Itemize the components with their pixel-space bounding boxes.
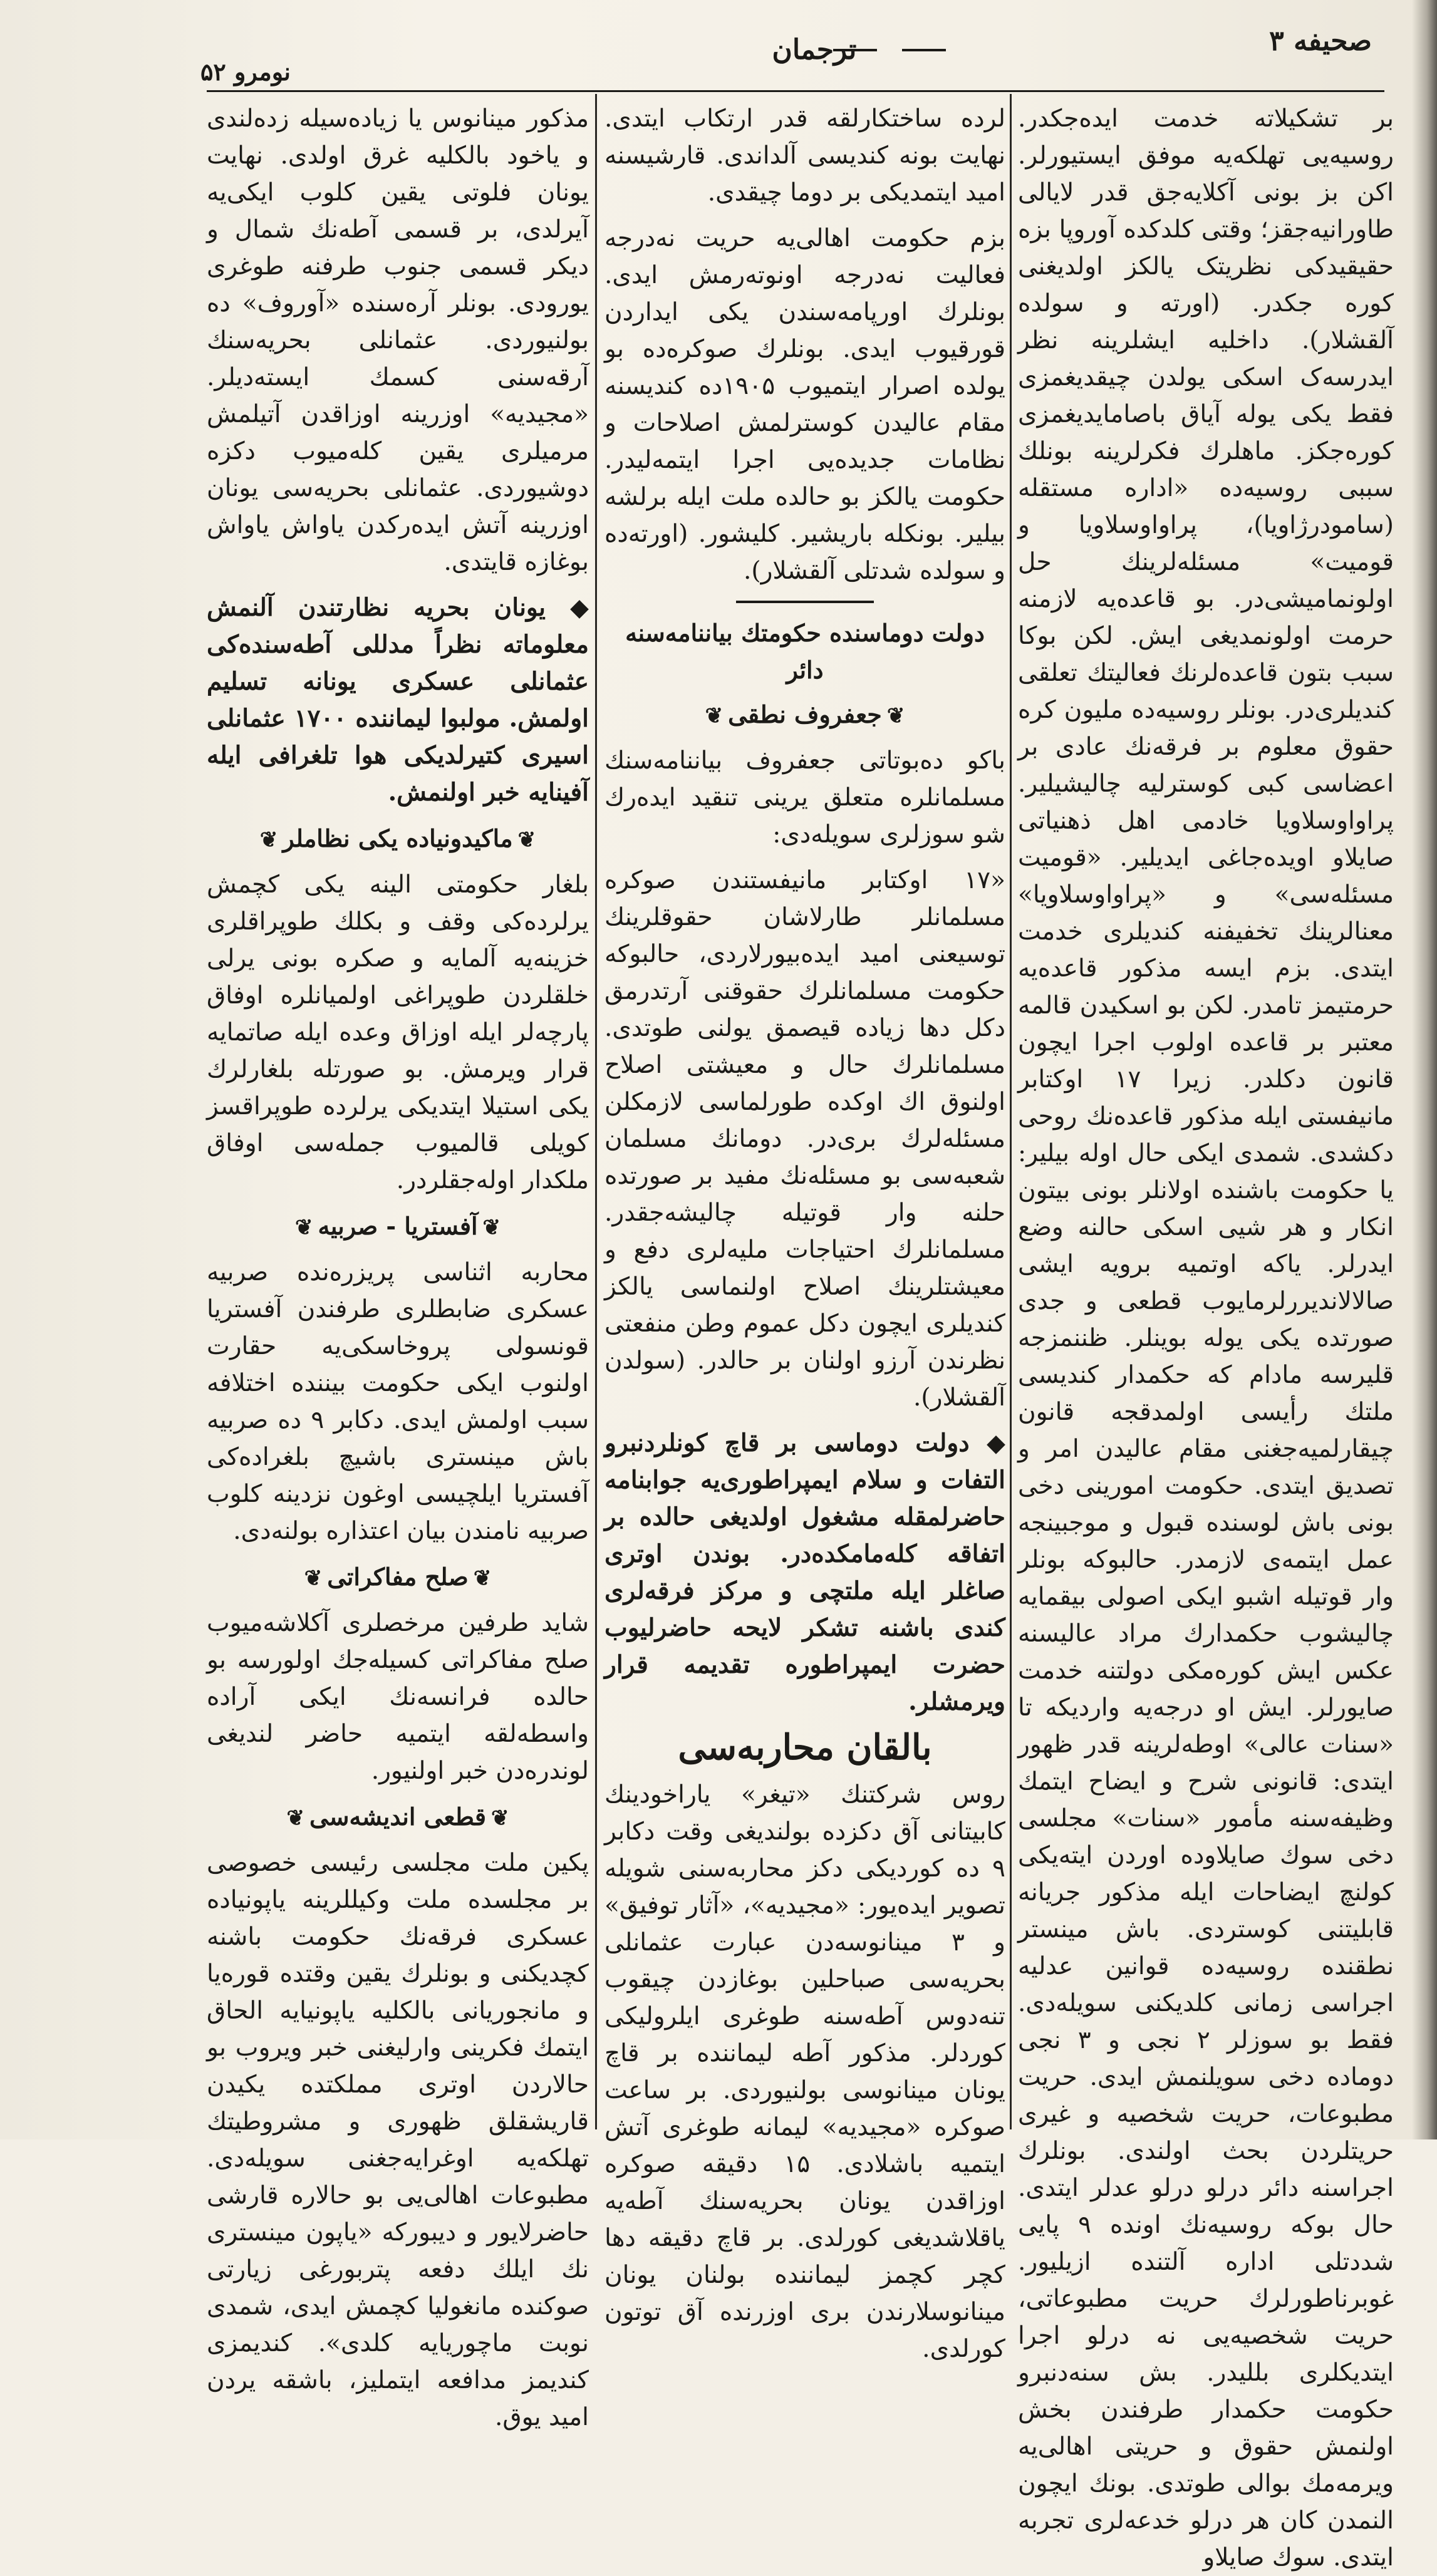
issue-number-label: نومرو ۵۲ xyxy=(200,58,291,86)
article-paragraph: «۱۷ اوکتابر مانیفستندن صوکره مسلمانلر طارلاشان حقوقلرینك توسیعنی امید ایده‌بیورلاردی، حالبوکه حکومت مسلمانلرك حقوقنی آرتدرمق دکل دها زیاده قیصمق یولنی طوتدی. مسلمانلرك حال و معیشتی اصلاح اولنوق اك اوکده طورلماسی لازمکلن مسئله‌لرك بری‌در. دومانك مسلمان شعبه‌سی بو مسئله‌نك مفید بر صورتده حلنه وار قوتیله چالیشه‌جقدر. مسلمانلرك احتیاجات ملیه‌لری دفع و معیشتلرینك اصلاح اولنماسی یالکز کندیلری ایچون دکل عموم وطن منفعتی نظرندن آرزو اولنان بر حالدر. (سولدن آلقشلار). xyxy=(604,866,1005,1412)
header-rule xyxy=(207,90,1384,92)
section-separator xyxy=(736,601,874,603)
column-right xyxy=(1018,100,1394,2572)
section-subheading xyxy=(604,696,1005,735)
ornament-icon: ❦ xyxy=(294,1215,313,1240)
ornament-icon: ❦ xyxy=(491,1806,509,1831)
news-item: ◆ یونان بحریه نظارتندن آلنمش معلوماته نظراً مدللی آطه‌سنده‌کی عثمانلی عسکری یونانه تسلیم اولمش. مولبوا لیماننده ۱۷۰۰ عثمانلی اسیری کتیرلدیکی هوا تلغرافی ایله آفینایه خبر اولنمش. xyxy=(207,593,589,807)
subheading-text: جعفروف نطقی xyxy=(728,700,882,728)
section-heading xyxy=(207,1798,589,1837)
heading-text: آفستریا - صربیه xyxy=(318,1212,478,1240)
page-number-label: صحیفه ۳ xyxy=(1269,25,1372,57)
section-heading xyxy=(207,1558,589,1597)
ornament-icon: ❦ xyxy=(286,1806,304,1831)
article-paragraph: پکین ملت مجلسی رئیسی خصوصی بر مجلسده ملت وکیللرینه یاپونیاده عسکری فرقه‌نك حکومت باشنه کچدیکنی و بونلرك یقین وقتده قوره‌یا و مانجوریانی بالکلیه یاپونیایه الحاق ایتمك فکرینی وارلیغنی خبر ویروب بو حالاردن اوتری مملکتده یکیدن قاریشقلق ظهوری و مشروطیتك تهلکه‌یه اوغرایه‌جغنی سویله‌دی. مطبوعات اهالی‌یی بو حالاره قارشی حاضرلایور و دیبورکه «یاپون مینستری نك ایلك دفعه پتربورغی زیارتی صوکنده مانغولیا کچمش ایدی، شمدی نوبت ماچوریایه کلدی». کندیمزی کندیمز مدافعه ایتملیز، باشقه یردن امید یوق. xyxy=(207,1849,589,2431)
section-heading xyxy=(207,820,589,859)
column-left xyxy=(207,100,589,2431)
ornament-icon: ❦ xyxy=(473,1566,492,1591)
section-heading-large: بالقان محاربه‌سی xyxy=(678,1727,932,1768)
ornament-icon: ❦ xyxy=(705,703,724,728)
section-heading xyxy=(207,1208,589,1246)
ornament-icon: ❦ xyxy=(259,827,278,852)
ornament-icon: ❦ xyxy=(517,827,536,852)
newspaper-title: ترجمان xyxy=(772,34,857,66)
heading-text: صلح مفاکراتی xyxy=(327,1563,469,1591)
article-paragraph: روس شرکتنك «تیغر» یاراخودینك کابیتانی آق دکزده بولندیغی وقت دکابر ۹ ده کوردیکی دکز محاربه‌سنی شویله تصویر ایده‌یور: «مجیدیه»، «آثار توفیق» و ۳ مینانوسه‌دن عبارت عثمانلی بحریه‌سی صباحلین بوغازدن چیقوب تنه‌دوس آطه‌سنه طوغری ایلرولیکی کوردلر. مذکور آطه لیماننده بر قاچ یونان مینانوسی بولنیوردی. بر ساعت صوکره «مجیدیه» لیمانه طوغری آتش ایتمیه باشلادی. ۱۵ دقیقه صوکره اوزاقدن یونان بحریه‌سنك آطه‌یه یاقلاشدیغی کورلدی. بر قاچ دقیقه دها کچر کچمز لیماننده بولنان یونان مینانوسلارندن بری اوزرنده آق توتون کورلدی. xyxy=(604,1781,1005,2363)
article-paragraph: محاربه اثناسی پریزره‌نده صربیه عسکری ضابطلری طرفندن آفستریا قونسولی پروخاسکی‌یه حقارت اولنوب ایکی حکومت بیننده اختلافه سبب اولمش ایدی. دکابر ۹ ده صربیه باش مینستری باشیچ بلغراده‌کی آفستریا ایلچیسی اوغون نزدینه کلوب صربیه نامندن بیان اعتذاره بولنه‌دی. xyxy=(207,1258,589,1545)
masthead xyxy=(188,20,1378,86)
ornament-icon: ❦ xyxy=(304,1566,323,1591)
article-paragraph: مذکور مینانوس یا زیاده‌سیله زده‌لندی و یاخود بالکلیه غرق اولدی. نهایت یونان فلوتی یقین کلوب ایکی‌یه آیرلدی، بر قسمی آطه‌نك شمال و دیکر قسمی جنوب طرفنه طوغری یورودی. بونلر آره‌سنده «آوروف» ده بولنیوردی. عثمانلی بحریه‌سنك آرقه‌سنی کسمك ایسته‌دیلر. «مجیدیه» اوزرینه اوزاقدن آتیلمش مرمیلری یقین کله‌میوب دکزه دوشیوردی. عثمانلی بحریه‌سی یونان اوزرینه آتش ایده‌رکدن یاواش یاواش بوغازه قایتدی. xyxy=(207,105,589,576)
section-heading: دولت دوماسنده حکومتك بیاننامه‌سنه دائر xyxy=(625,619,985,684)
article-paragraph: باکو ده‌بوتاتی جعفروف بیاننامه‌سنك مسلمانلره متعلق یرینی تنقید ایده‌رك شو سوزلری سویله‌دی: xyxy=(604,747,1005,849)
column-divider xyxy=(595,94,597,2129)
heading-text: قطعی اندیشه‌سی xyxy=(309,1803,486,1831)
column-divider xyxy=(1010,94,1012,2129)
article-paragraph: بلغار حکومتی الینه یکی کچمش یرلرده‌کی وقف و بکلك طوپراقلری خزینه‌یه آلمایه و صکره بونی یرلی خلقلردن طوپراغی اولمیانلره اوفاق پارچه‌لر ایله اوزاق وعده ایله صاتمایه قرار ویرمش. بو صورتله بلغارلرك یکی استیلا ایتدیکی یرلرده طوپراقسز کویلی قالمیوب جمله‌سی اوفاق ملکدار اوله‌جقلردر. xyxy=(207,871,589,1194)
article-paragraph: بزم حکومت اهالی‌یه حریت نه‌درجه فعالیت نه‌درجه اونوته‌رمش ایدی. بونلرك اورپامه‌سندن یکی ایداردن قورقیوب ایدی. بونلرك صوکره‌ده بو یولده اصرار ایتمیوب ۱۹۰۵ده کندیسنه مقام عالیدن کوسترلمش اصلاحات و نظامات جدیده‌یی اجرا ایتمه‌لیدر. حکومت یالکز بو حالده ملت ایله برلشه بیلیر. بونکله باریشیر. کلیشور. (اورته‌ده و سولده شدتلی آلقشلار). xyxy=(604,224,1005,585)
news-item: ◆ دولت دوماسی بر قاچ کونلردنبرو التفات و سلام ایمپراطوری‌یه جوابنامه حاضرلمقله مشغول اولدیغی حالده بر اتفاقه کله‌مامکده‌در. بوندن اوتری صاغلر ایله ملتچی و مرکز فرقه‌لری کندی باشنه تشکر لایحه حاضرلیوب حضرت ایمپراطوره تقدیمه قرار ویرمشلر. xyxy=(604,1429,1005,1716)
heading-text: ماکیدونیاده یکی نظاملر xyxy=(283,824,513,852)
masthead-ornament-left xyxy=(902,49,946,51)
page-edge-shadow xyxy=(1412,0,1437,2139)
article-paragraph: لرده ساختکارلقه قدر ارتکاب ایتدی. نهایت بونه کندیسی آلداندی. قارشیسنه امید ایتمدیکی بر دوما چیقدی. xyxy=(604,105,1005,207)
ornament-icon: ❦ xyxy=(482,1215,501,1240)
column-middle xyxy=(604,100,1005,2363)
ornament-icon: ❦ xyxy=(886,703,905,728)
article-paragraph: شاید طرفین مرخصلری آکلاشه‌میوب صلح مفاکراتی کسیله‌جك اولورسه بو حالده فرانسه‌نك ایکی آراده واسطه‌لقه ایتمیه حاضر لندیغی لوندره‌دن خبر اولنیور. xyxy=(207,1609,589,1785)
article-continuation: بر تشکیلاته خدمت ایده‌جکدر. روسیه‌یی تهلکه‌یه موفق ایستیورلر. اکن بز بونی آکلایه‌جق قدر لایالی طاورانیه‌جقز؛ وقتی کلدکده آوروپا بزه حقیقیدکی نظریتک یالکز اولدیغنی کوره جکدر. (اورته و سولده آلقشلار). داخلیه ایشلرینه نظر ایدرسه‌ک اسکی یولدن چیقدیغمزی فقط یکی یوله آیاق باصامایدیغمزی کوره‌جکز. ماهلرك فکرلرینه بونلك سببی روسیه‌ده «اداره مستقله (سامودرژاویا)، پراواوسلاویا و قومیت» مسئله‌لرینك حل اولونمامیشی‌در. بو قاعده‌یه لازمنه حرمت اولونمدیغی ایش. لکن بوکا سبب بتون قاعده‌لرنك فعالیتك تعلقی کندیلری‌در. بونلر روسیه‌ده ملیون کره حقوق معلوم بر فرقه‌نك عادی بر اعضاسی کبی کوسترلیه چالیشیلیر. پراواوسلاویا خادمی اهل ذهنیاتی صایلاو اویده‌جاغی ایدیلیر. «قومیت مسئله‌سی» و «پراواوسلاویا» معنالرینك تخفیفنه کندیلری خدمت ایتدی. بزم ایسه مذکور قاعده‌یه حرمتیمز تامدر. لکن بو اسکیدن قالمه معتبر بر قاعده اولوب اجرا ایچون قانون دکلدر. زیرا ۱۷ اوکتابر مانیفستی ایله مذکور قاعده‌نك روحی دکشدی. شمدی ایکی حال اوله بیلیر: یا حکومت باشنده اولانلر بونی بیتون انکار و هر شیی اسکی حالنه وضع ایدرلر. یاکه اوتمیه برویه ایشی صالالاندیررلرمایوب قطعی و جدی صورتده یکی یوله بوینلر. ظننمزجه قلیرسه مادام که حکمدار کندیسی ملتك رأیسی اولمدقجه قانون چیقارلمیه‌جغنی مقام عالیدن امر و تصدیق ایتدی. حکومت امورینی دخی بونی باش لوسنده قبول و موجبینجه عمل ایتمه‌ی لازمدر. حالبوکه بونلر وار قوتیله اشبو ایکی اصولی بیقمایه چالیشوب حکمدارك مراد عالیسنه عکس ایش کوره‌مکی دولتنه خدمت صایورلر. ایش او درجه‌یه واردیکه تا «سنات عالی» اوطه‌لرینه قدر ظهور ایتدی: قانونی شرح و ایضاح ایتمك وظیفه‌سنه مأمور «سنات» مجلسی دخی سوك صایلاوده اوردن ایته‌یکی کولنچ ایضاحات ایله مذکور جریانه قابلیتنی کوستردی. باش مینستر نطقنده روسیه‌ده قوانین عدلیه اجراسی زمانی کلدیکنی سویله‌دی. فقط بو سوزلر ۲ نجی و ۳ نجی دوماده دخی سویلنمش ایدی. حریت مطبوعات، حریت شخصیه و غیری حریتلردن بحث اولندی. بونلرك اجراسنه دائر درلو درلو عدلر ایتدی. حال بوکه روسیه‌نك اونده ۹ پایی شددتلی اداره آلتنده ازیلیور. غوبرناطورلرك حریت مطبوعاتی، حریت شخصیه‌یی نه درلو اجرا ایتدیکلری بللیدر. بش سنه‌دنبرو حکومت حکمدار طرفندن بخش اولنمش حقوق و حریتی اهالی‌یه ویرمه‌مك بوالی طوتدی. بونك ایچون النمدن کان هر درلو خدعه‌لری تجربه ایتدی. سوك صایلاو xyxy=(1018,105,1394,2572)
